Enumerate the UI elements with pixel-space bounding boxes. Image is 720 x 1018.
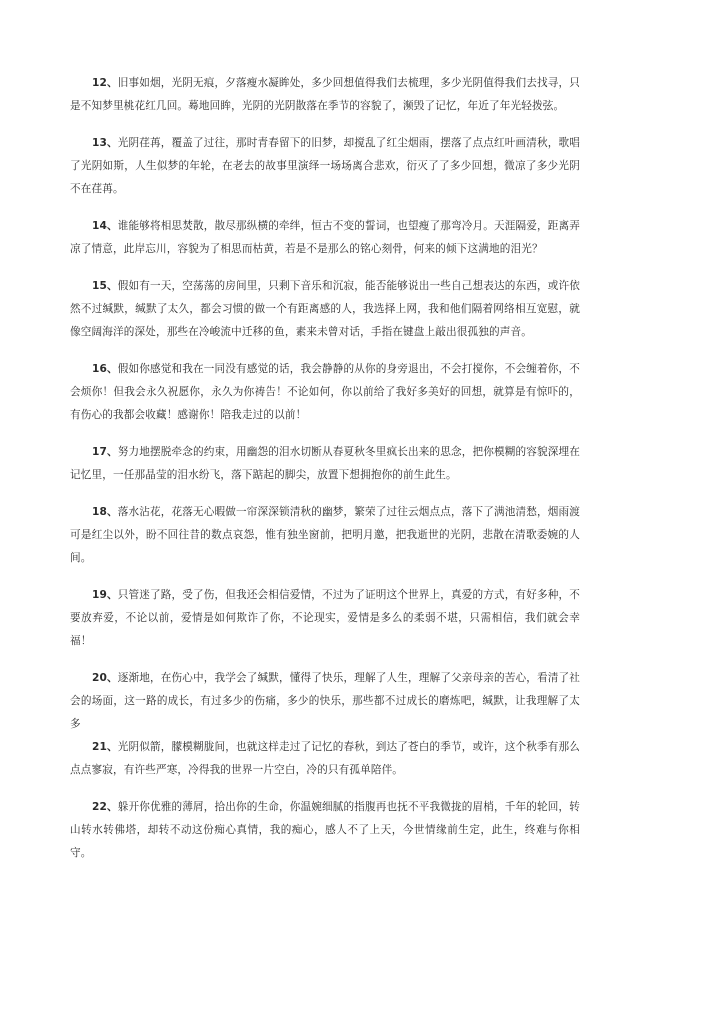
paragraph-12	[70, 72, 580, 118]
paragraph-number: 14、	[92, 220, 118, 232]
paragraph-number: 22、	[92, 801, 118, 813]
paragraph-17	[70, 441, 580, 487]
paragraph-text: 只管迷了路，受了伤，但我还会相信爱情，不过为了证明这个世界上，真爱的方式，有好多种，不要放弃爱，不论以前，爱情是如何欺诈了你，不论现实，爱情是多么的柔弱不堪，只需相信，我们就会幸福！	[70, 589, 580, 647]
paragraph-text: 光阴似箭，朦模糊胧间，也就这样走过了记忆的春秋，到达了苍白的季节，或许，这个秋季有那么点点寥寂，有许些严寒，冷得我的世界一片空白，冷的只有孤单陪伴。	[70, 741, 580, 776]
paragraph-16	[70, 358, 580, 427]
paragraph-22	[70, 796, 580, 865]
paragraph-number: 13、	[92, 137, 118, 149]
paragraph-15	[70, 275, 580, 344]
paragraph-13	[70, 132, 580, 201]
paragraph-number: 19、	[92, 589, 118, 601]
paragraph-number: 16、	[92, 363, 118, 375]
document-body	[70, 72, 580, 879]
paragraph-number: 15、	[92, 280, 118, 292]
paragraph-19	[70, 584, 580, 653]
paragraph-text: 假如有一天，空荡荡的房间里，只剩下音乐和沉寂，能否能够说出一些自己想表达的东西，或许依然不过缄默，缄默了太久，都会习惯的做一个有距离感的人，我选择上网，我和他们隔着网络相互宽慰，就像空阔海洋的深处，那些在冷峻流中迁移的鱼，素来未曾对话，手指在键盘上敲出很孤独的声音。	[70, 280, 580, 338]
paragraph-text: 旧事如烟，光阴无痕，夕落瘦水凝眸处，多少回想值得我们去梳理，多少光阴值得我们去找寻，只是不知梦里桃花红几回。蓦地回眸，光阴的光阴散落在季节的容貌了，濒毁了记忆，年近了年光轻拨弦。	[70, 77, 580, 112]
paragraph-number: 18、	[92, 506, 118, 518]
paragraph-text: 落水沾花，花落无心暇做一帘深深锁清秋的幽梦，繁荣了过往云烟点点，落下了满池清愁，烟雨渡可是红尘以外，盼不回往昔的数点哀怨，惟有独坐窗前，把明月邀，把我逝世的光阴，悲散在清歌委婉的人间。	[70, 506, 580, 564]
paragraph-21	[70, 736, 580, 782]
paragraph-18	[70, 501, 580, 570]
paragraph-text: 光阴荏苒，覆盖了过往，那时青春留下的旧梦，却搅乱了红尘烟雨，摆落了点点红叶画清秋，歌唱了光阴如斯，人生似梦的年轮，在老去的故事里演绎一场场离合悲欢，衍灭了了多少回想，微凉了多少光阴不在荏苒。	[70, 137, 580, 195]
paragraph-number: 17、	[92, 446, 118, 458]
paragraph-number: 12、	[92, 77, 118, 89]
paragraph-text: 逐渐地，在伤心中，我学会了缄默，懂得了快乐，理解了人生，理解了父亲母亲的苦心，看清了社会的场面，这一路的成长，有过多少的伤痛，多少的快乐，那些都不过成长的磨炼吧，缄默，让我理解了太多	[70, 672, 580, 730]
paragraph-text: 假如你感觉和我在一同没有感觉的话，我会静静的从你的身旁退出，不会打搅你，不会缠着你，不会烦你！但我会永久祝愿你，永久为你祷告！不论如何，你以前给了我好多美好的回想，就算是有惊吓的，有伤心的我都会收藏！感谢你！陪我走过的以前！	[70, 363, 580, 421]
paragraph-text: 谁能够将相思焚散，散尽那纵横的牵绊，恒古不变的誓词，也望瘦了那弯冷月。天涯隔爱，距离弄凉了情意，此岸忘川，容貌为了相思而枯黄，若是不是那么的铭心刻骨，何来的倾下这满地的泪光？	[70, 220, 580, 255]
paragraph-number: 21、	[92, 741, 118, 753]
paragraph-14	[70, 215, 580, 261]
paragraph-20	[70, 667, 580, 736]
paragraph-text: 努力地摆脱牵念的约束，用幽怨的泪水切断从春夏秋冬里疯长出来的思念，把你模糊的容貌深埋在记忆里，一任那晶莹的泪水纷飞，落下踮起的脚尖，放置下想拥抱你的前生此生。	[70, 446, 580, 481]
paragraph-text: 躲开你优雅的薄屑，拾出你的生命，你温婉细腻的指腹再也抚不平我微拢的眉梢，千年的轮回，转山转水转佛塔，却转不动这份痴心真情，我的痴心，感人不了上天，今世情缘前生定，此生，终难与你相守。	[70, 801, 580, 859]
paragraph-number: 20、	[92, 672, 118, 684]
